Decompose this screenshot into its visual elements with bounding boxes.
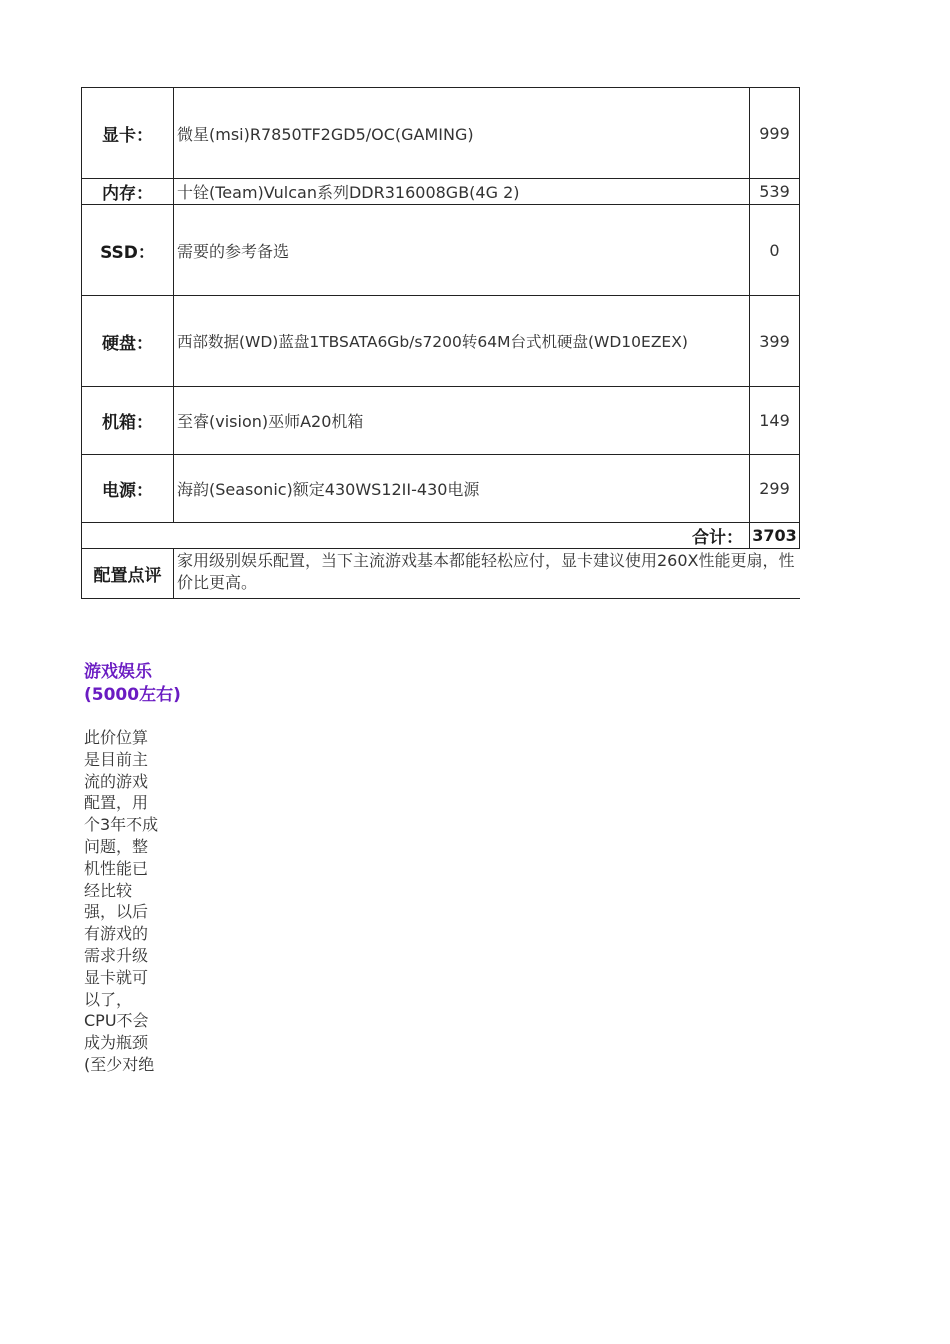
- component-label: 机箱：: [82, 387, 174, 455]
- table-row: [82, 88, 800, 179]
- total-label: 合计：: [82, 523, 750, 549]
- component-price: 149: [750, 387, 800, 455]
- section-description: 此价位算 是目前主 流的游戏 配置，用 个3年不成 问题，整 机性能已 经比较 强，以后 有游戏的 需求升级 显卡就可 以了， CPU不会 成为瓶颈 (至少对绝: [84, 728, 159, 1074]
- component-desc: 十铨(Team)Vulcan系列DDR316008GB(4G 2): [174, 179, 750, 205]
- table-row: [82, 455, 800, 523]
- component-price: 539: [750, 179, 800, 205]
- component-desc: 需要的参考备选: [174, 205, 750, 296]
- config-table: [81, 87, 800, 599]
- table-row: [82, 387, 800, 455]
- component-desc: 微星(msi)R7850TF2GD5/OC(GAMING): [174, 88, 750, 179]
- component-price: 0: [750, 205, 800, 296]
- component-label: 内存：: [82, 179, 174, 205]
- comment-row: [82, 549, 800, 599]
- component-price: 999: [750, 88, 800, 179]
- component-label: 电源：: [82, 455, 174, 523]
- component-label: 硬盘：: [82, 296, 174, 387]
- table-row: [82, 205, 800, 296]
- component-desc: 海韵(Seasonic)额定430WS12II-430电源: [174, 455, 750, 523]
- section-title: 游戏娱乐(5000左右): [84, 662, 181, 705]
- component-label: SSD：: [82, 205, 174, 296]
- table-row: [82, 296, 800, 387]
- component-desc: 至睿(vision)巫师A20机箱: [174, 387, 750, 455]
- component-price: 399: [750, 296, 800, 387]
- total-row: [82, 523, 800, 549]
- component-price: 299: [750, 455, 800, 523]
- comment-text: 家用级别娱乐配置，当下主流游戏基本都能轻松应付，显卡建议使用260X性能更扇，性价比更高。: [174, 549, 800, 599]
- comment-label: 配置点评: [82, 549, 174, 599]
- component-label: 显卡：: [82, 88, 174, 179]
- table-row: [82, 179, 800, 205]
- component-desc: 西部数据(WD)蓝盘1TBSATA6Gb/s7200转64M台式机硬盘(WD10EZEX): [174, 296, 750, 387]
- total-value: 3703: [750, 523, 800, 549]
